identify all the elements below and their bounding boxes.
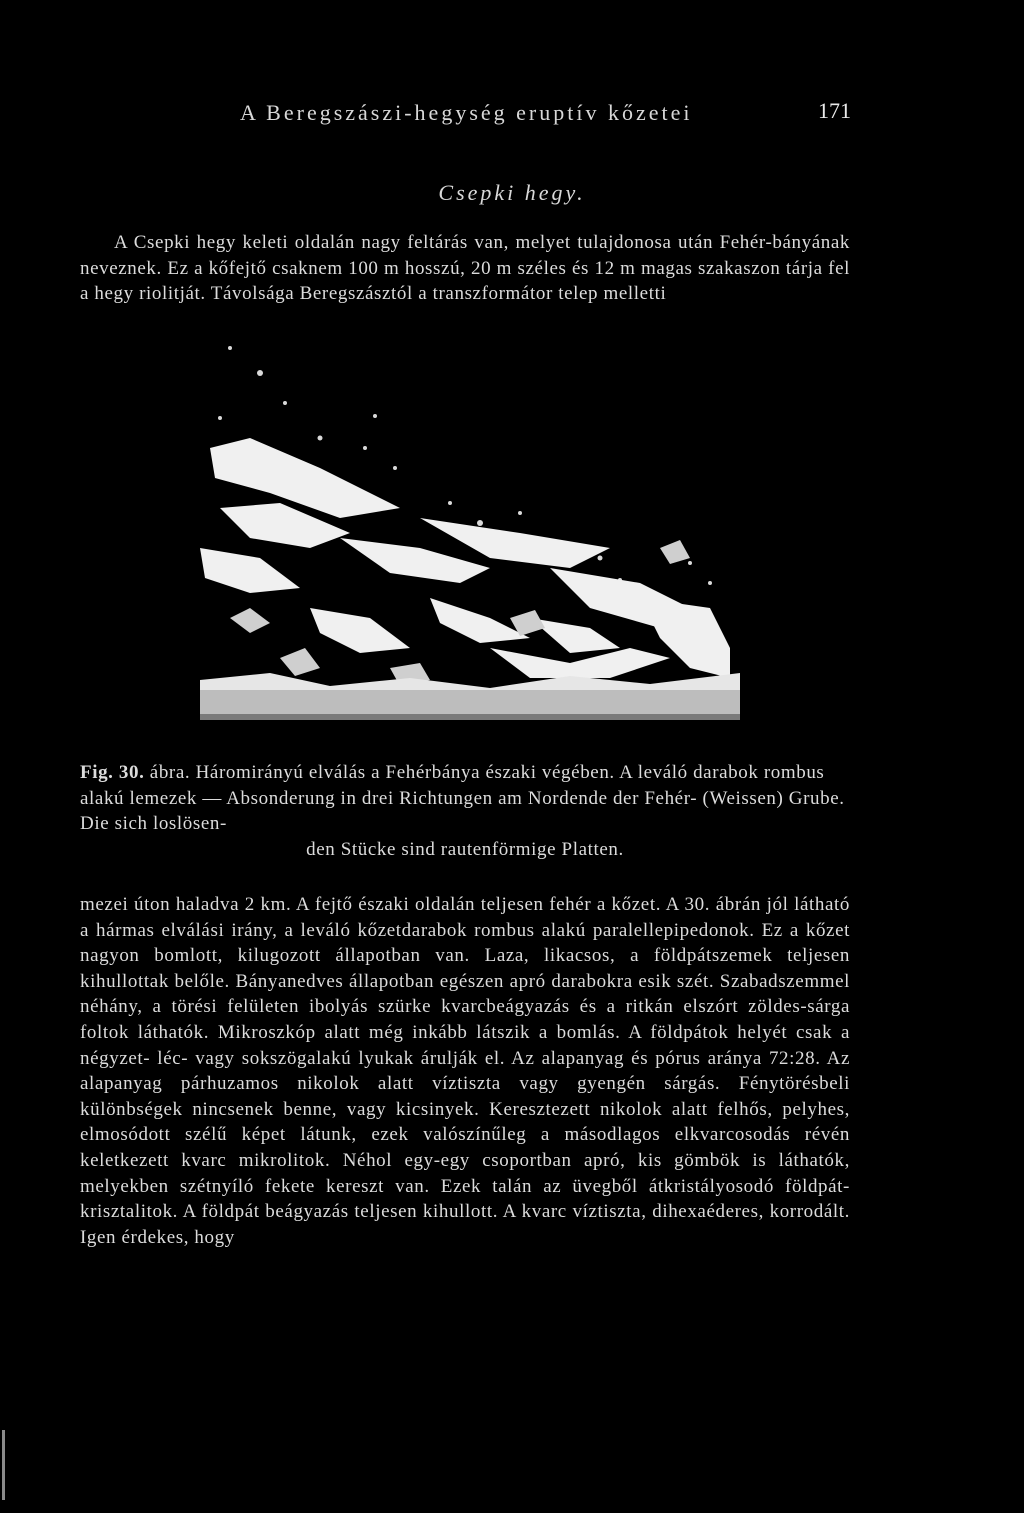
running-title: A Beregszászi-hegység eruptív kőzetei	[240, 100, 693, 125]
figure-label: Fig. 30.	[80, 762, 145, 783]
margin-mark	[2, 1430, 5, 1500]
page-header	[0, 92, 1024, 132]
figure-quarry-photo	[190, 318, 750, 748]
figure-caption	[80, 760, 850, 862]
caption-body: ábra. Háromirányú elválás a Fehérbánya északi végében. A leváló darabok rombus alakú lemezek — Absonderung in drei Richtungen am Nordende der Fehér- (Weissen) Grube. Die sich loslösen-	[80, 762, 845, 835]
paragraph-intro: A Csepki hegy keleti oldalán nagy feltárás van, melyet tulajdonosa után Fehér-bányának neveznek. Ez a kőfejtő csaknem 100 m hosszú, 20 m széles és 12 m magas szakaszon tárja fel a hegy riolitját. Távolsága Beregszásztól a transzformátor telep melletti	[80, 232, 850, 305]
page-number: 171	[818, 98, 851, 123]
paragraph-description: mezei úton haladva 2 km. A fejtő északi oldalán teljesen fehér a kőzet. A 30. ábrán jól látható a hármas elválási irány, a leváló kőzetdarabok rombus alakú paralellepipedonok. Ez a kőzet nagyon bomlott, kilugozott állapotban van. Laza, likacsos, a földpátszemek teljesen kihullottak belőle. Bányanedves állapotban egészen apró darabokra esik szét. Szabadszemmel néhány, a törési felületen ibolyás szürke kvarcbeágyazás és a ritkán elszórt zöldes-sárga foltok láthatók. Mikroszkóp alatt még inkább látszik a bomlás. A földpátok helyét csak a négyzet- léc- vagy sokszögalakú lyukak árulják el. Az alapanyag és pórus aránya 72:28. Az alapanyag párhuzamos nikolok alatt víztiszta vagy gyengén sárgás. Fénytörésbeli különbségek nincsenek benne, vagy kicsinyek. Keresztezett nikolok alatt felhős, pelyhes, elmosódott szélű képet látunk, ezek valószínűleg a másodlagos elkvarcosodás révén keletkezett kvarc mikrolitok. Néhol egy-egy csoportban apró, kis gömbök is láthatók, melyekben szétnyíló fekete kereszt van. Ezek talán az üvegből átkristályosodó földpát-krisztalitok. A földpát beágyazás teljesen kihullott. A kvarc víztiszta, dihexaéderes, korrodált. Igen érdekes, hogy	[80, 894, 850, 1248]
quarry-rock-photo	[190, 318, 750, 748]
section-title: Csepki hegy.	[438, 180, 586, 205]
caption-last-line: den Stücke sind rautenförmige Platten.	[306, 838, 624, 860]
